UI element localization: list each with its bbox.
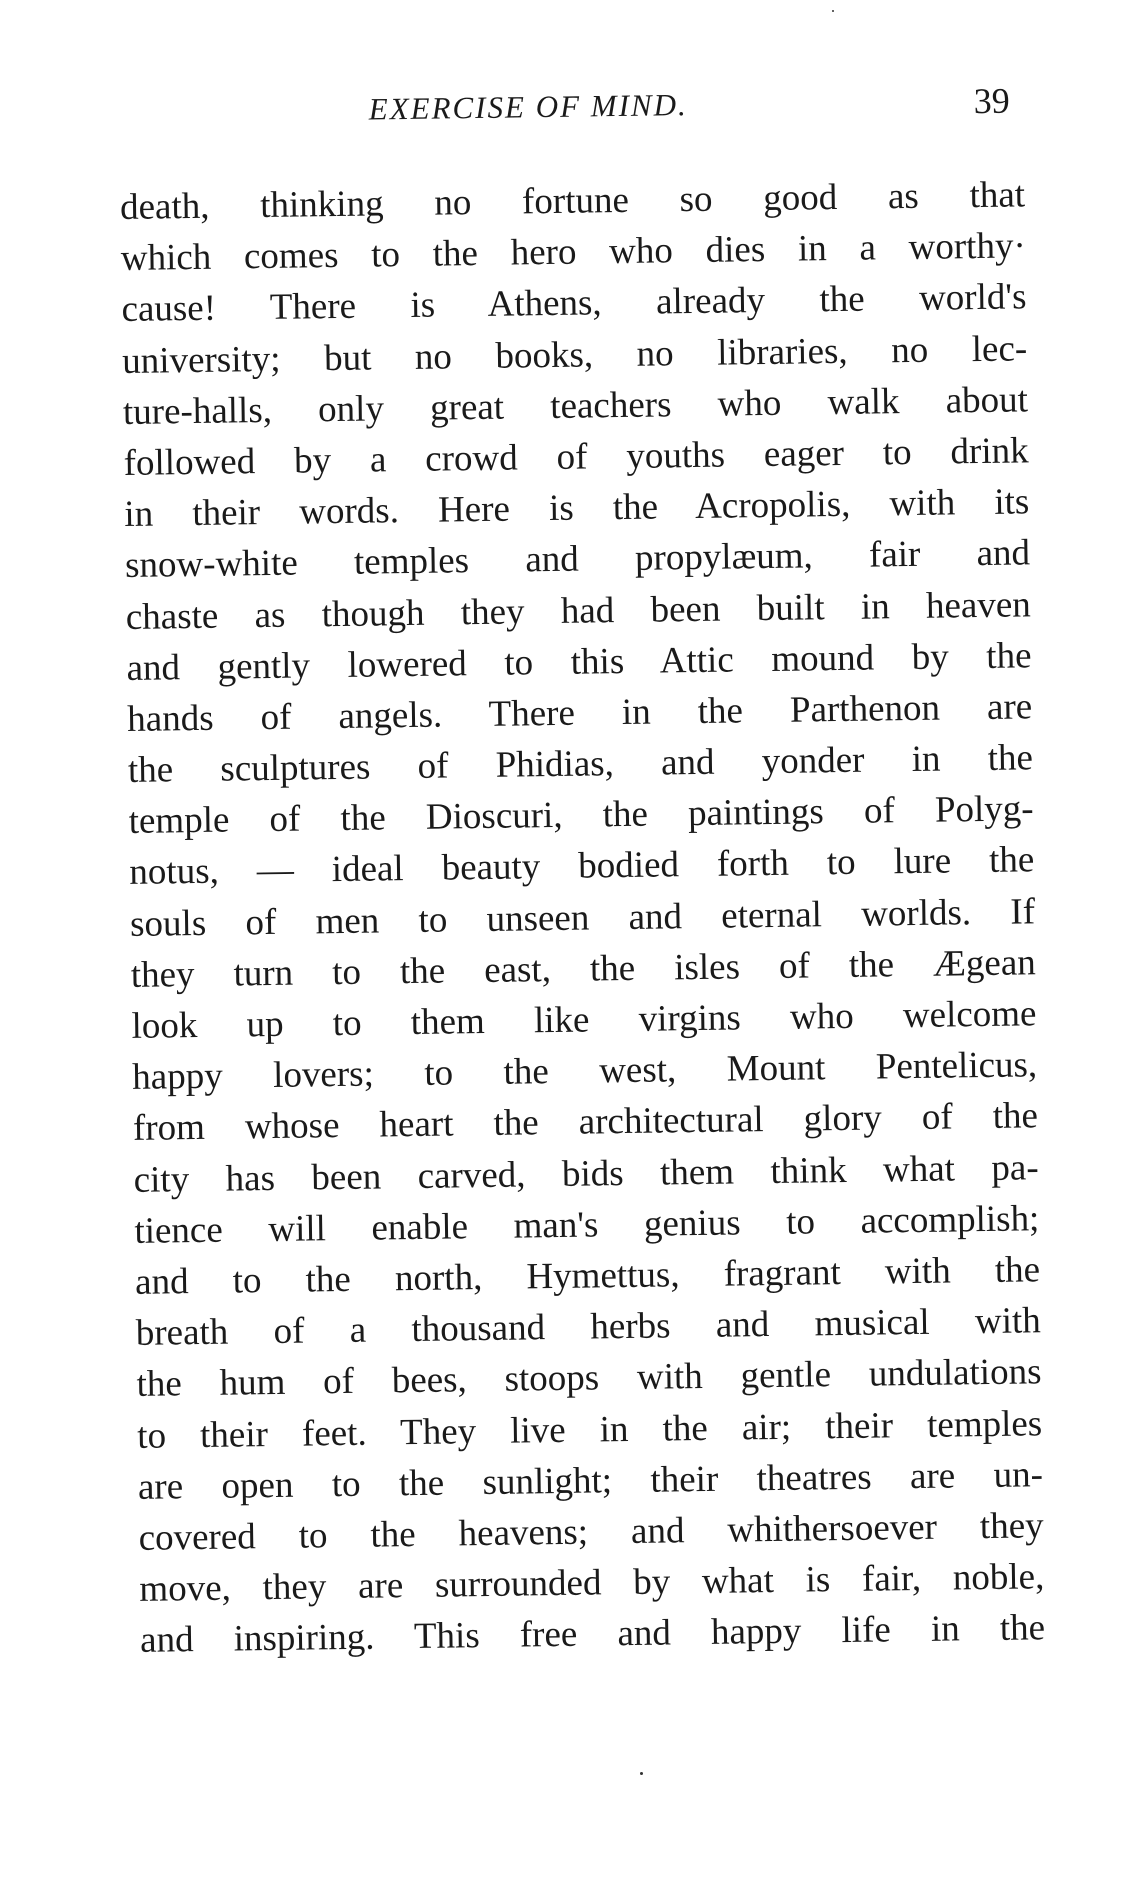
text-line: to their feet. They live in the air; their temples	[136, 1402, 1043, 1457]
text-line: ture-halls, only great teachers who walk about	[122, 379, 1029, 433]
text-line: the hum of bees, stoops with gentle undulations	[136, 1351, 1042, 1406]
text-line: chaste as though they had been built in heaven	[125, 583, 1032, 638]
body-text	[120, 169, 1046, 1666]
text-line: notus, — ideal beauty bodied forth to lure the	[129, 839, 1035, 894]
text-line: happy lovers; to the west, Mount Pentelicus,	[131, 1044, 1038, 1099]
text-line: the sculptures of Phidias, and yonder in the	[127, 737, 1034, 792]
text-line: and to the north, Hymettus, fragrant with the	[134, 1249, 1041, 1303]
text-line: tience will enable man's genius to accomplish;	[134, 1198, 1040, 1252]
text-line: followed by a crowd of youths eager to drink	[123, 430, 1029, 484]
text-line: look up to them like virgins who welcome	[131, 993, 1037, 1047]
text-line: temple of the Dioscuri, the paintings of Polyg-	[128, 788, 1034, 843]
text-line: souls of men to unseen and eternal worlds. If	[129, 890, 1036, 945]
text-line: breath of a thousand herbs and musical with	[135, 1300, 1042, 1355]
text-line: covered to the heavens; and whithersoever they	[138, 1505, 1044, 1559]
text-line: move, they are surrounded by what is fair, noble,	[139, 1556, 1045, 1610]
text-line: and gently lowered to this Attic mound by the	[126, 635, 1032, 689]
scan-speck	[832, 10, 834, 12]
text-line: death, thinking no fortune so good as that	[119, 174, 1026, 228]
text-line: hands of angels. There in the Parthenon are	[126, 686, 1033, 740]
text-line: they turn to the east, the isles of the Ægean	[130, 942, 1037, 996]
scan-speck	[640, 1772, 643, 1775]
text-line: from whose heart the architectural glory of the	[132, 1095, 1039, 1150]
text-line: in their words. Here is the Acropolis, with its	[124, 481, 1030, 536]
text-line: which comes to the hero who dies in a worthy·	[120, 225, 1027, 280]
text-line: are open to the sunlight; their theatres are un-	[137, 1453, 1044, 1508]
text-line: snow-white temples and propylæum, fair and	[124, 532, 1031, 587]
running-title: EXERCISE OF MIND.	[368, 87, 688, 127]
text-line: and inspiring. This free and happy life in the	[139, 1607, 1046, 1662]
page-number: 39	[973, 80, 1010, 122]
text-line: city has been carved, bids them think what pa-	[133, 1146, 1039, 1201]
text-line: university; but no books, no libraries, no lec-	[121, 327, 1028, 382]
text-line: cause! There is Athens, already the world's	[121, 276, 1027, 331]
